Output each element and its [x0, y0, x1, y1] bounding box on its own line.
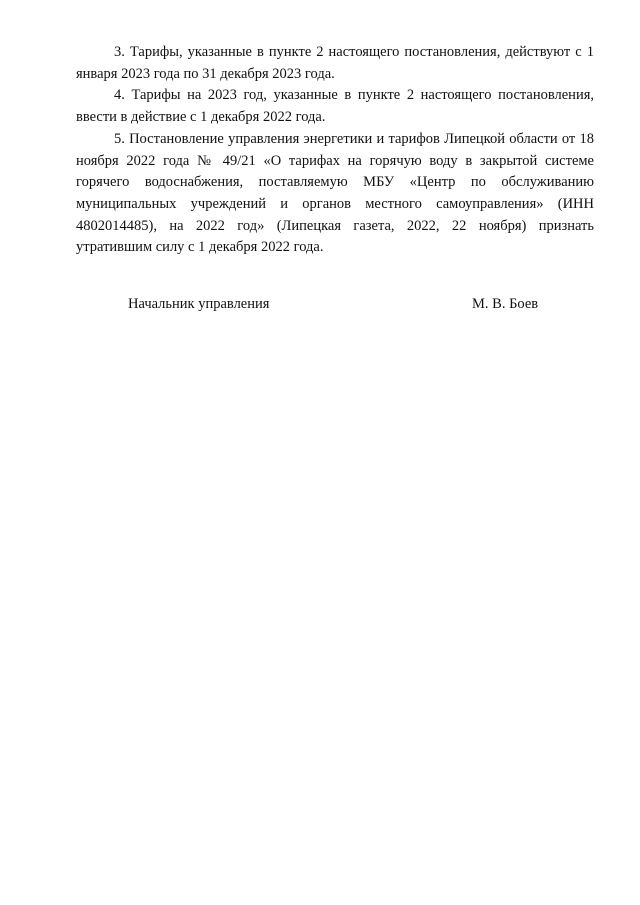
- paragraph-5: 5. Постановление управления энергетики и тарифов Липецкой области от 18 ноября 2022 года № 49/21 «О тарифах на горячую воду в закрытой системе горячего водоснабжения, поставляемую МБУ «Центр по обслуживанию муниципальных учреждений и органов местного самоуправления» (ИНН 4802014485), на 2022 год» (Липецкая газета, 2022, 22 ноября) признать утратившим силу с 1 декабря 2022 года.: [76, 130, 594, 256]
- paragraph-3: 3. Тарифы, указанные в пункте 2 настоящего постановления, действуют с 1 января 2023 года по 31 декабря 2023 года.: [76, 44, 594, 82]
- signatory-name: М. В. Боев: [472, 296, 539, 312]
- paragraph-4: 4. Тарифы на 2023 год, указанные в пункте 2 настоящего постановления, ввести в действие с 1 декабря 2022 года.: [76, 87, 594, 126]
- document-body: [76, 42, 594, 259]
- signatory-position: Начальник управления: [128, 296, 270, 312]
- signature-block: [0, 294, 640, 316]
